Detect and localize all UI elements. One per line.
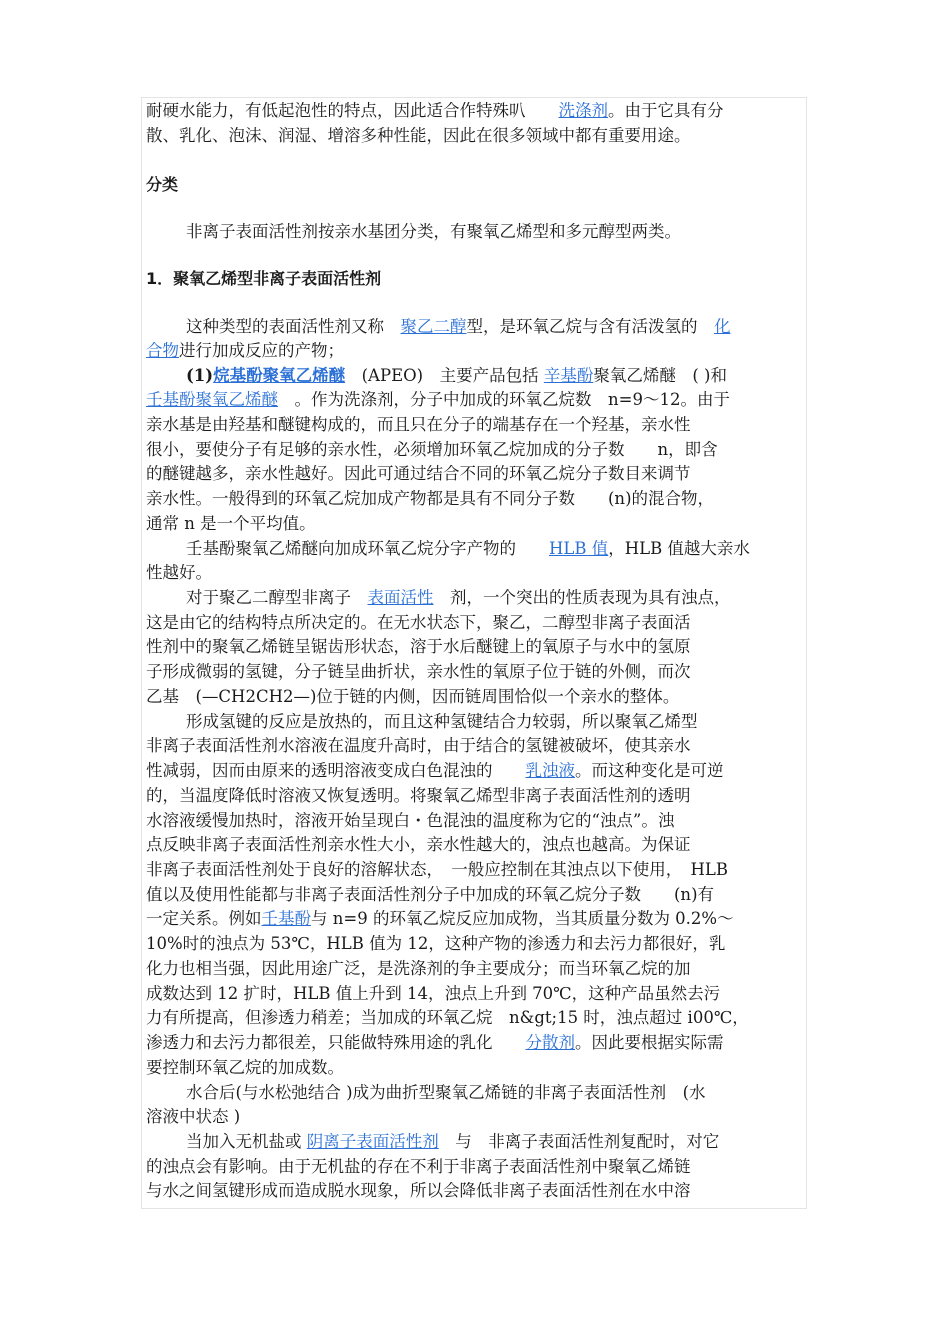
text-run: 点反映非离子表面活性剂亲水性大小，亲水性越大的，浊点也越高。为保证	[146, 835, 691, 854]
paragraph-line	[186, 1132, 804, 1152]
text-run: 力有所提高，但渗透力稍差；当加成的环氧乙烷 n&gt;15 时，浊点超过 i00℃，	[146, 1008, 749, 1027]
paragraph-line	[146, 786, 804, 806]
text-run: 耐硬水能力，有低起泡性的特点，因此适合作特殊叭	[146, 101, 559, 120]
paragraph-line	[146, 860, 804, 880]
text-run: 通常 n 是一个平均值。	[146, 514, 316, 533]
text-run: (1)	[186, 366, 214, 385]
text-run: 分类	[146, 175, 179, 194]
text-run: 散、乳化、泡沫、润湿、增溶多种性能，因此在很多领域中都有重要用途。	[146, 126, 691, 145]
paragraph-line	[146, 1008, 804, 1028]
text-run: 与 非离子表面活性剂复配时，对它	[438, 1132, 720, 1151]
document-page	[141, 97, 807, 1209]
paragraph-line	[146, 464, 804, 484]
text-run: 很小，要使分子有足够的亲水性，必须增加环氧乙烷加成的分子数 n，即含	[146, 440, 718, 459]
section-heading	[146, 269, 804, 289]
term-link[interactable]: 阴离子表面活性剂	[306, 1132, 439, 1151]
paragraph-line	[146, 1033, 804, 1053]
text-run: 性越好。	[146, 563, 212, 582]
text-run: 亲水性。一般得到的环氧乙烷加成产物都是具有不同分子数 (n)的混合物，	[146, 489, 715, 508]
term-link[interactable]: 烷基酚聚氧乙烯醚	[213, 366, 346, 385]
paragraph-line	[146, 885, 804, 905]
text-run: 壬基酚聚氧乙烯醚向加成环氧乙烷分字产物的	[186, 539, 549, 558]
paragraph-line	[146, 563, 804, 583]
text-run: 的浊点会有影响。由于无机盐的存在不利于非离子表面活性剂中聚氧乙烯链	[146, 1157, 691, 1176]
paragraph-line	[146, 415, 804, 435]
text-run: 1．聚氧乙烯型非离子表面活性剂	[146, 269, 382, 288]
term-link[interactable]: 合物	[146, 341, 179, 360]
section-heading	[146, 175, 804, 195]
paragraph-line	[146, 909, 804, 929]
text-run: 型，是环氧乙烷与含有活泼氢的	[466, 317, 714, 336]
paragraph-line	[146, 613, 804, 633]
text-run: 子形成微弱的氢键，分子链呈曲折状，亲水性的氧原子位于链的外侧，而次	[146, 662, 691, 681]
term-link[interactable]: 洗涤剂	[558, 101, 608, 120]
paragraph-line	[146, 934, 804, 954]
text-run: 的，当温度降低时溶液又恢复透明。将聚氧乙烯型非离子表面活性剂的透明	[146, 786, 691, 805]
paragraph-line	[146, 662, 804, 682]
term-link[interactable]: 表面活性	[367, 588, 434, 607]
paragraph-line	[146, 1058, 804, 1078]
text-run: 聚氧乙烯醚 ( )和	[593, 366, 727, 385]
text-run: 这是由它的结构特点所决定的。在无水状态下，聚乙，二醇型非离子表面活	[146, 613, 691, 632]
text-run: 的醚键越多，亲水性越好。因此可通过结合不同的环氧乙烷分子数目来调节	[146, 464, 691, 483]
paragraph-line	[146, 101, 804, 121]
text-run: 性剂中的聚氧乙烯链呈锯齿形状态，溶于水后醚键上的氧原子与水中的氢原	[146, 637, 691, 656]
text-run: 与水之间氢键形成而造成脱水现象，所以会降低非离子表面活性剂在水中溶	[146, 1181, 691, 1200]
text-run: ，HLB 值越大亲水	[608, 539, 750, 558]
paragraph-line	[146, 736, 804, 756]
text-run: (APEO) 主要产品包括	[345, 366, 544, 385]
paragraph-line	[146, 1181, 804, 1201]
paragraph-line	[146, 835, 804, 855]
term-link[interactable]: 分散剂	[525, 1033, 575, 1052]
text-run: 值以及使用性能都与非离子表面活性剂分子中加成的环氧乙烷分子数 (n)有	[146, 885, 715, 904]
paragraph-line	[146, 514, 804, 534]
paragraph-line	[146, 761, 804, 781]
paragraph-line	[146, 1157, 804, 1177]
text-run: 亲水基是由羟基和醚键构成的，而且只在分子的端基存在一个羟基，亲水性	[146, 415, 691, 434]
paragraph-line	[186, 366, 804, 386]
text-run: 乙基 (—CH2CH2—)位于链的内侧，因而链周围恰似一个亲水的整体。	[146, 687, 680, 706]
text-run: 形成氢键的反应是放热的，而且这种氢键结合力较弱，所以聚氧乙烯型	[186, 712, 698, 731]
text-run: 。由于它具有分	[608, 101, 724, 120]
paragraph-line	[186, 588, 804, 608]
text-run: 当加入无机盐或	[186, 1132, 307, 1151]
text-run: 一定关系。例如	[146, 909, 262, 928]
term-link[interactable]: 乳浊液	[525, 761, 575, 780]
paragraph-line	[146, 390, 804, 410]
term-link[interactable]: 壬基酚聚氧乙烯醚	[146, 390, 278, 409]
text-run: 对于聚乙二醇型非离子	[186, 588, 368, 607]
term-link[interactable]: 聚乙二醇	[400, 317, 467, 336]
text-run: 。因此要根据实际需	[575, 1033, 724, 1052]
text-run: 成数达到 12 扩时，HLB 值上升到 14，浊点上升到 70℃，这种产品虽然去污	[146, 984, 721, 1003]
text-run: 水合后(与水松弛结合 )成为曲折型聚氧乙烯链的非离子表面活性剂 (水	[186, 1083, 706, 1102]
term-link[interactable]: 化	[714, 317, 731, 336]
term-link[interactable]: HLB 值	[549, 539, 609, 558]
paragraph-line	[146, 489, 804, 509]
paragraph-line	[146, 1107, 804, 1127]
text-run: 要控制环氧乙烷的加成数。	[146, 1058, 344, 1077]
term-link[interactable]: 辛基酚	[543, 366, 594, 385]
text-run: 非离子表面活性剂水溶液在温度升高时，由于结合的氢键被破坏，使其亲水	[146, 736, 691, 755]
text-run: 化力也相当强，因此用途广泛，是洗涤剂的争主要成分；而当环氧乙烷的加	[146, 959, 691, 978]
paragraph-line	[186, 317, 804, 337]
paragraph-line	[146, 341, 804, 361]
text-run: 渗透力和去污力都很差，只能做特殊用途的乳化	[146, 1033, 526, 1052]
paragraph-line	[146, 811, 804, 831]
text-run: 溶液中状态 )	[146, 1107, 241, 1126]
paragraph-line	[146, 126, 804, 146]
text-run: 水溶液缓慢加热时，溶液开始呈现白・色混浊的温度称为它的“浊点”。浊	[146, 811, 675, 830]
paragraph-line	[186, 712, 804, 732]
text-run: 剂，一个突出的性质表现为具有浊点，	[433, 588, 731, 607]
text-run: 非离子表面活性剂处于良好的溶解状态， 一般应控制在其浊点以下使用， HLB	[146, 860, 728, 879]
term-link[interactable]: 壬基酚	[261, 909, 311, 928]
paragraph-line	[146, 637, 804, 657]
paragraph-line	[146, 959, 804, 979]
paragraph-line	[186, 539, 804, 559]
paragraph-line	[186, 1083, 804, 1103]
text-run: 这种类型的表面活性剂又称	[186, 317, 401, 336]
text-run: 性减弱，因而由原来的透明溶液变成白色混浊的	[146, 761, 526, 780]
paragraph-line	[146, 984, 804, 1004]
text-run: 10%时的浊点为 53℃，HLB 值为 12，这种产物的渗透力和去污力都很好，乳	[146, 934, 726, 953]
paragraph-line	[146, 687, 804, 707]
text-run: 进行加成反应的产物；	[179, 341, 344, 360]
text-run: 。作为洗涤剂，分子中加成的环氧乙烷数 n=9～12。由于	[278, 390, 730, 409]
paragraph-line	[186, 222, 804, 242]
text-run: 与 n=9 的环氧乙烷反应加成物，当其质量分数为 0.2%～	[311, 909, 734, 928]
text-run: 非离子表面活性剂按亲水基团分类，有聚氧乙烯型和多元醇型两类。	[186, 222, 681, 241]
paragraph-line	[146, 440, 804, 460]
text-run: 。而这种变化是可逆	[575, 761, 724, 780]
